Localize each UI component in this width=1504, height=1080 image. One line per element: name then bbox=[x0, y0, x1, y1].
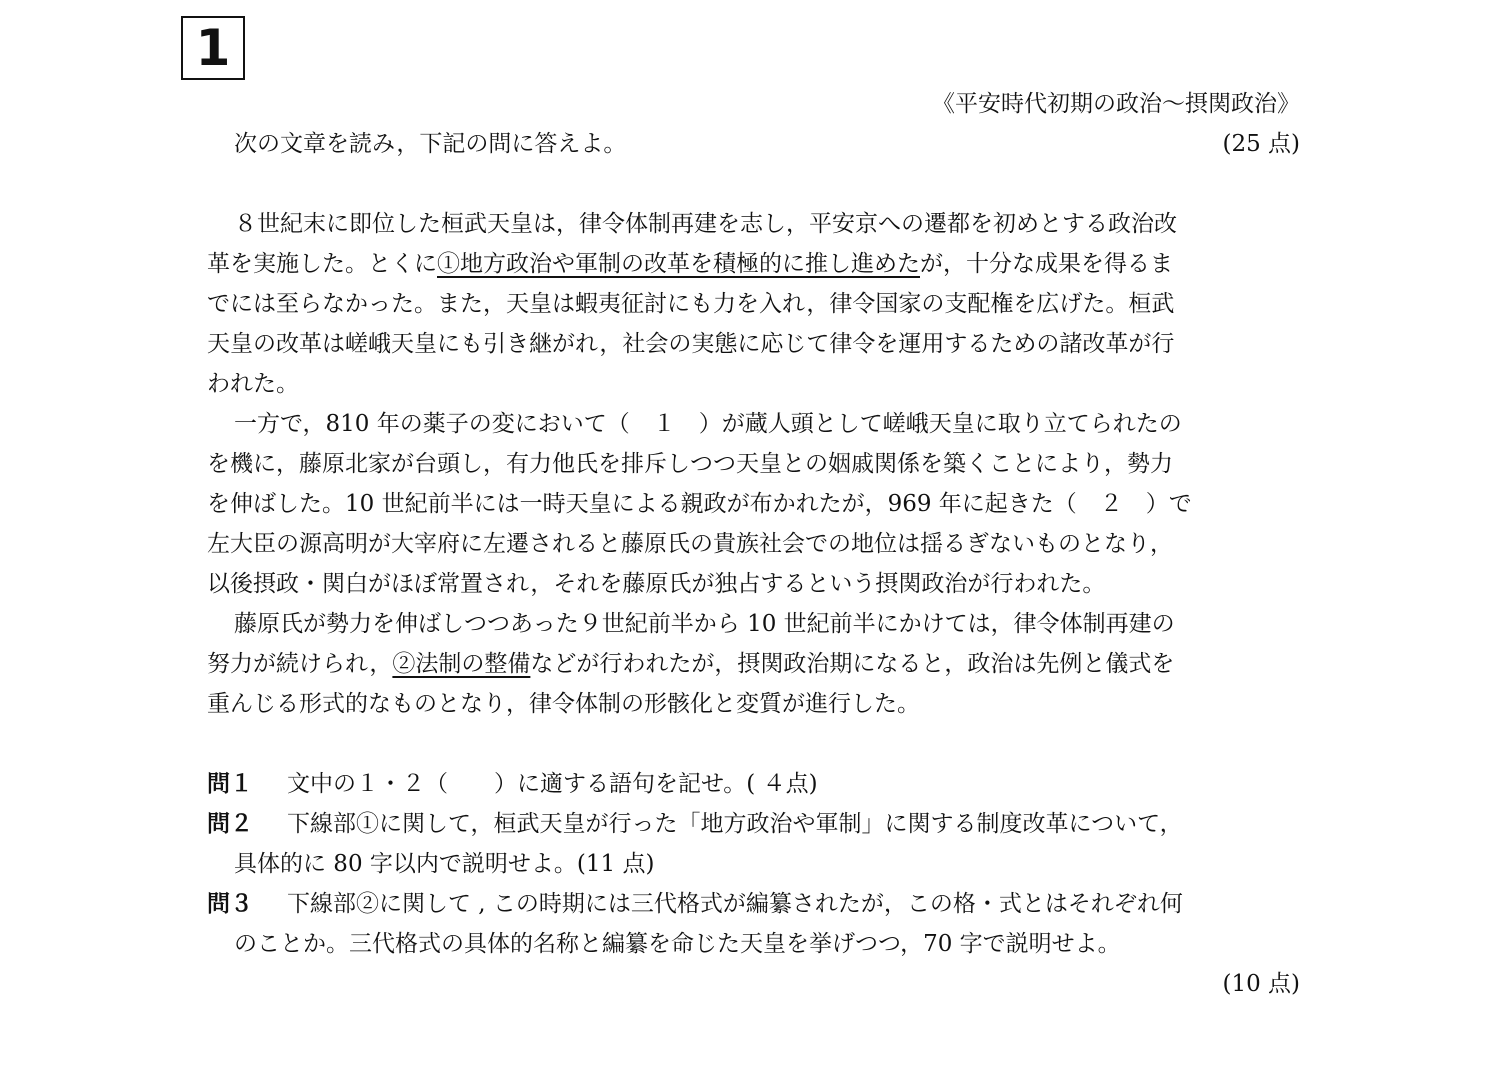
question-3-cont: のことか。三代格式の具体的名称と編纂を命じた天皇を挙げつつ，70 字で説明せよ。 bbox=[234, 931, 1121, 957]
passage-line: を伸ばした。10 世紀前半には一時天皇による親政が布かれたが，969 年に起きた（ ２ ）で bbox=[207, 491, 1192, 517]
passage-line bbox=[207, 644, 1300, 684]
question-label: 問２ bbox=[207, 811, 253, 837]
passage-line bbox=[207, 244, 1300, 284]
question-text: 下線部②に関して , この時期には三代格式が編纂されたが，この格・式とはそれぞれ何 bbox=[287, 891, 1183, 917]
passage-line: 左大臣の源高明が大宰府に左遷されると藤原氏の貴族社会での地位は揺るぎないものとなり， bbox=[207, 531, 1173, 557]
instruction: 次の文章を読み，下記の問に答えよ。 bbox=[234, 131, 627, 157]
passage-text: 革を実施した。とくに bbox=[207, 251, 437, 277]
passage-text: が，十分な成果を得るま bbox=[920, 251, 1173, 277]
question-number: 1 bbox=[195, 19, 231, 77]
question-2 bbox=[207, 804, 1300, 844]
question-1 bbox=[207, 764, 1300, 804]
topic-title: 《平安時代初期の政治～摂関政治》 bbox=[932, 91, 1300, 117]
passage-line: を機に，藤原北家が台頭し，有力他氏を排斥しつつ天皇との姻戚関係を築くことにより，勢力 bbox=[207, 451, 1173, 477]
underline-1: ①地方政治や軍制の改革を積極的に推し進めた bbox=[437, 251, 920, 277]
passage-line: でには至らなかった。また，天皇は蝦夷征討にも力を入れ，律令国家の支配権を広げた。桓武 bbox=[207, 291, 1175, 317]
underline-2: ②法制の整備 bbox=[392, 651, 531, 677]
question-label: 問１ bbox=[207, 771, 253, 797]
passage-line: 重んじる形式的なものとなり，律令体制の形骸化と変質が進行した。 bbox=[207, 691, 920, 717]
passage-line: われた。 bbox=[207, 371, 299, 397]
passage-line: 一方で，810 年の薬子の変において（ １ ）が蔵人頭として嵯峨天皇に取り立てられたの bbox=[234, 411, 1182, 437]
question-label: 問３ bbox=[207, 891, 253, 917]
passage-line: 以後摂政・関白がほぼ常置され，それを藤原氏が独占するという摂関政治が行われた。 bbox=[207, 571, 1106, 597]
question-text: 下線部①に関して，桓武天皇が行った「地方政治や軍制」に関する制度改革について， bbox=[287, 811, 1183, 837]
question-text: 文中の１・２（ ）に適する語句を記せ。( ４点) bbox=[287, 771, 818, 797]
question-2-cont: 具体的に 80 字以内で説明せよ。(11 点) bbox=[234, 851, 655, 877]
passage-text: などが行われたが，摂関政治期になると，政治は先例と儀式を bbox=[530, 651, 1175, 677]
passage-text: 努力が続けられ， bbox=[207, 651, 393, 677]
question-number-box bbox=[181, 16, 245, 80]
passage-line: 藤原氏が勢力を伸ばしつつあった９世紀前半から 10 世紀前半にかけては，律令体制再建の bbox=[234, 611, 1175, 637]
total-points: (25 点) bbox=[1222, 131, 1300, 157]
question-3-points: (10 点) bbox=[1222, 971, 1300, 997]
passage-line: ８世紀末に即位した桓武天皇は，律令体制再建を志し，平安京への遷都を初めとする政治改 bbox=[234, 211, 1177, 237]
question-3 bbox=[207, 884, 1300, 924]
passage-line: 天皇の改革は嵯峨天皇にも引き継がれ，社会の実態に応じて律令を運用するための諸改革が行 bbox=[207, 331, 1175, 357]
